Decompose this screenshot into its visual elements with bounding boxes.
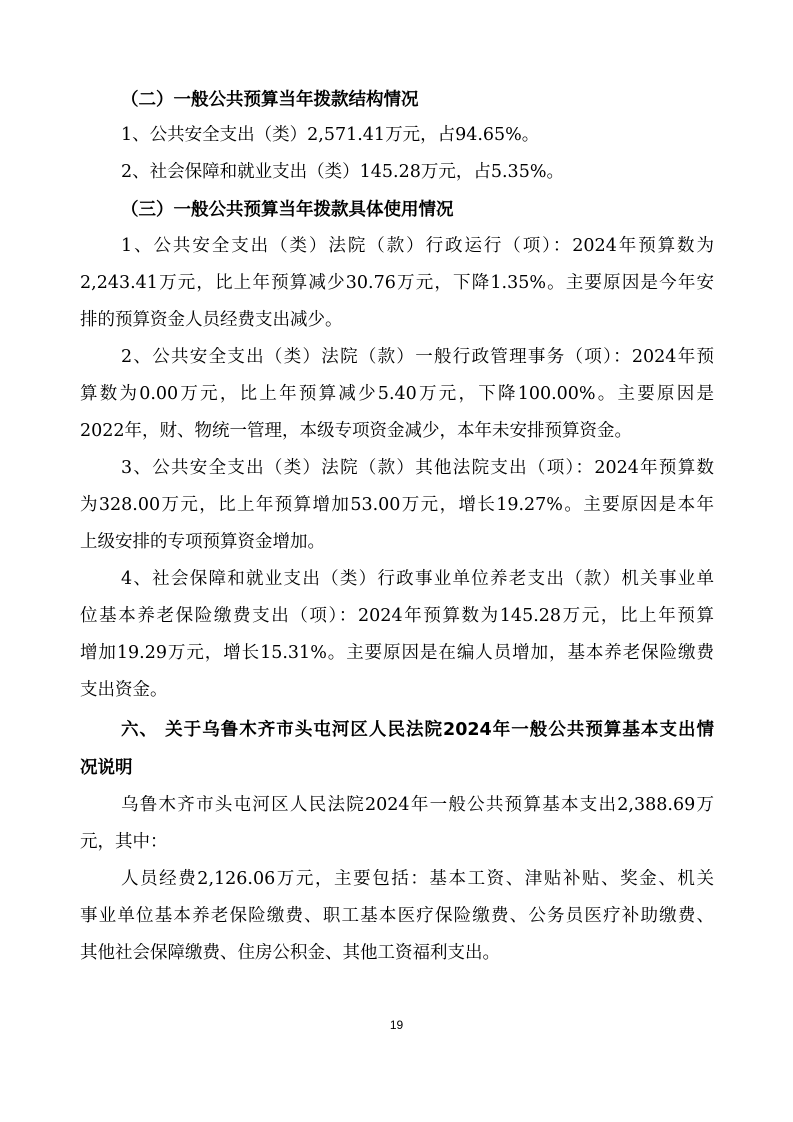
section-heading-3: （三）一般公共预算当年拨款具体使用情况 bbox=[121, 200, 454, 220]
paragraph-4-line-2: 位基本养老保险缴费支出（项）：2024年预算数为145.28万元，比上年预算 bbox=[80, 606, 714, 626]
paragraph-6-line-1: 人员经费2,126.06万元，主要包括：基本工资、津贴补贴、奖金、机关 bbox=[121, 869, 714, 889]
paragraph-6-line-2: 事业单位基本养老保险缴费、职工基本医疗保险缴费、公务员医疗补助缴费、 bbox=[80, 906, 714, 926]
paragraph-4-line-1: 4、社会保障和就业支出（类）行政事业单位养老支出（款）机关事业单 bbox=[121, 569, 714, 589]
paragraph-3-line-3: 上级安排的专项预算资金增加。 bbox=[80, 532, 325, 552]
paragraph-5-line-2: 元，其中： bbox=[80, 832, 168, 852]
paragraph-1-line-3: 排的预算资金人员经费支出减少。 bbox=[80, 310, 343, 330]
section-heading-6-line-2: 况说明 bbox=[80, 758, 133, 778]
paragraph-2-line-1: 2、公共安全支出（类）法院（款）一般行政管理事务（项）：2024年预 bbox=[121, 347, 714, 367]
paragraph-4-line-3: 增加19.29万元，增长15.31%。主要原因是在编人员增加，基本养老保险缴费 bbox=[80, 643, 714, 663]
paragraph-3-line-2: 为328.00万元，比上年预算增加53.00万元，增长19.27%。主要原因是本年 bbox=[80, 495, 714, 515]
paragraph-1-line-1: 1、公共安全支出（类）法院（款）行政运行（项）：2024年预算数为 bbox=[121, 236, 714, 256]
paragraph-2-line-3: 2022年，财、物统一管理，本级专项资金减少，本年未安排预算资金。 bbox=[80, 421, 633, 441]
paragraph-6-line-3: 其他社会保障缴费、住房公积金、其他工资福利支出。 bbox=[80, 943, 500, 963]
paragraph-3-line-1: 3、公共安全支出（类）法院（款）其他法院支出（项）：2024年预算数 bbox=[121, 458, 714, 478]
section-heading-2: （二）一般公共预算当年拨款结构情况 bbox=[121, 90, 419, 110]
section-heading-6-line-1: 六、 关于乌鲁木齐市头屯河区人民法院2024年一般公共预算基本支出情 bbox=[121, 720, 714, 740]
paragraph-4-line-4: 支出资金。 bbox=[80, 680, 168, 700]
structure-item-2: 2、社会保障和就业支出（类）145.28万元，占5.35%。 bbox=[121, 162, 564, 182]
paragraph-1-line-2: 2,243.41万元，比上年预算减少30.76万元，下降1.35%。主要原因是今年安 bbox=[80, 273, 714, 293]
paragraph-5-line-1: 乌鲁木齐市头屯河区人民法院2024年一般公共预算基本支出2,388.69万 bbox=[121, 795, 714, 815]
structure-item-1: 1、公共安全支出（类）2,571.41万元，占94.65%。 bbox=[121, 125, 540, 145]
page-number: 19 bbox=[389, 1018, 404, 1032]
paragraph-2-line-2: 算数为0.00万元，比上年预算减少5.40万元，下降100.00%。主要原因是 bbox=[80, 384, 714, 404]
